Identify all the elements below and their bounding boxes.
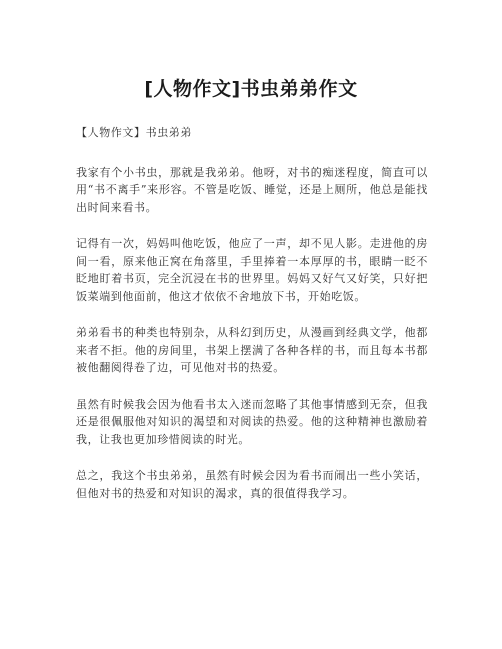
paragraph: 记得有一次，妈妈叫他吃饭，他应了一声，却不见人影。走进他的房间一看，原来他正窝在角落里，手里捧着一本厚厚的书，眼睛一眨不眨地盯着书页，完全沉浸在书的世界里。妈妈又好气又好笑，只好把饭菜端到他面前，他这才依依不舍地放下书，开始吃饭。 [76,237,428,303]
paragraph: 虽然有时候我会因为他看书太入迷而忽略了其他事情感到无奈，但我还是很佩服他对知识的渴望和对阅读的热爱。他的这种精神也激励着我，让我也更加珍惜阅读的时光。 [76,397,428,446]
paragraph: 我家有个小书虫，那就是我弟弟。他呀，对书的痴迷程度，简直可以用“书不离手”来形容。不管是吃饭、睡觉，还是上厕所，他总是能找出时间来看书。 [76,165,428,214]
document-body [76,124,428,521]
paragraph: 弟弟看书的种类也特别杂，从科幻到历史，从漫画到经典文学，他都来者不拒。他的房间里，书架上摆满了各种各样的书，而且每本书都被他翻阅得卷了边，可见他对书的热爱。 [76,326,428,374]
document-title: [人物作文]书虫弟弟作文 [144,78,358,100]
paragraph: 总之，我这个书虫弟弟，虽然有时候会因为看书而闹出一些小笑话，但他对书的热爱和对知识的渴求，真的很值得我学习。 [76,469,428,500]
document-subtitle: 【人物作文】书虫弟弟 [76,126,192,139]
